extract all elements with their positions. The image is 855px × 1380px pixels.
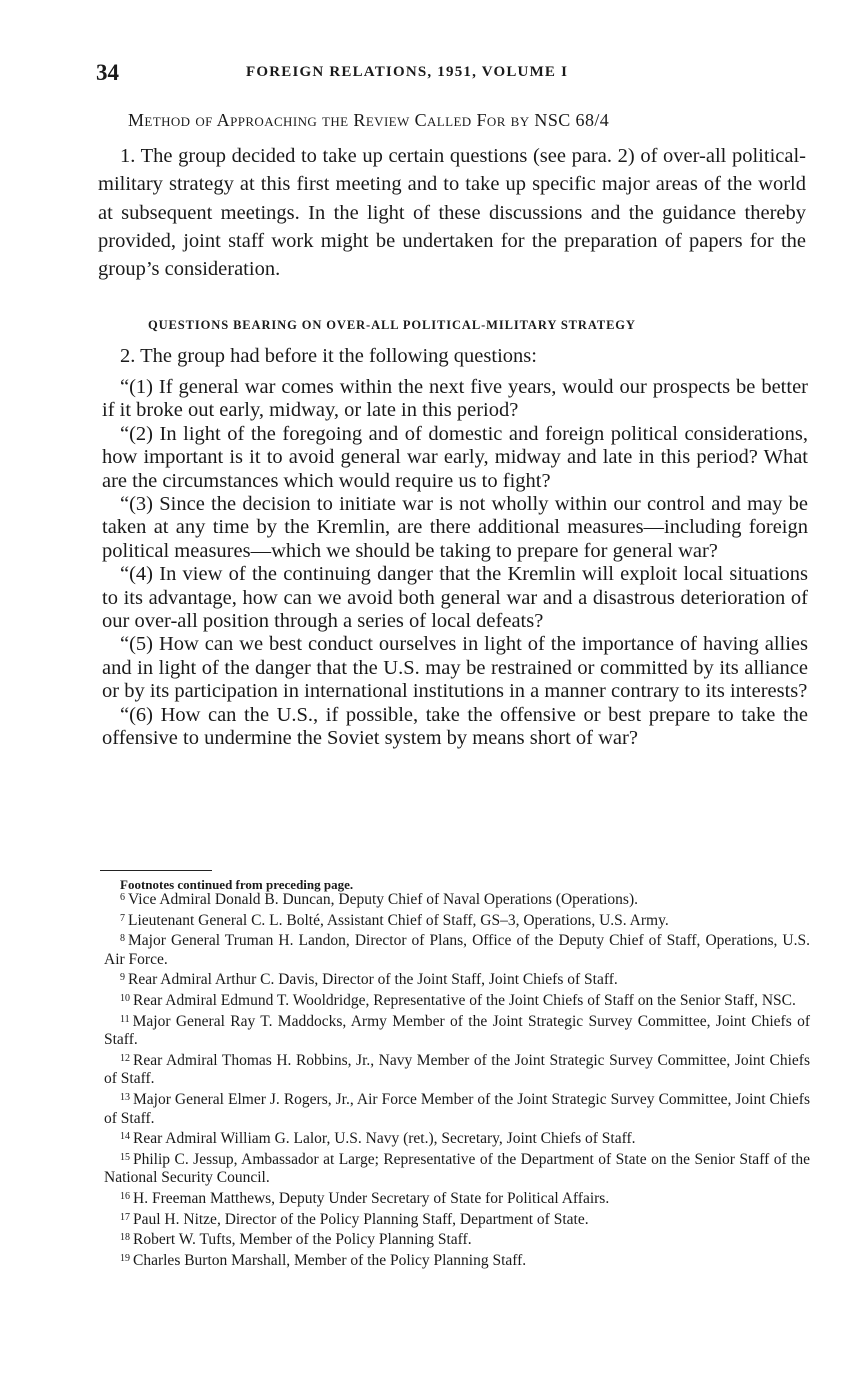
- question-4: “(4) In view of the continuing danger that the Kremlin will exploit local situations to its advantage, how can we avoid both general war and a disastrous deterioration of our over-all position through a series of local defeats?: [102, 563, 808, 633]
- footnote: [104, 1149, 810, 1188]
- question-5: “(5) How can we best conduct ourselves in light of the importance of having allies and in light of the danger that the U.S. may be restrained or committed by its alliance or by its participation in international institutions in a manner contrary to its interests?: [102, 633, 808, 703]
- body-text: [98, 142, 806, 283]
- footnote: [104, 1209, 810, 1230]
- footnote-text: Rear Admiral Edmund T. Wooldridge, Representative of the Joint Chiefs of Staff on the Senior Staff, NSC.: [133, 991, 796, 1009]
- footnote-text: Vice Admiral Donald B. Duncan, Deputy Chief of Naval Operations (Operations).: [128, 891, 639, 908]
- page-number: 34: [96, 60, 119, 85]
- footnote: [104, 1188, 810, 1209]
- footnote-mark: 6: [120, 892, 125, 903]
- footnote-mark: 18: [120, 1232, 130, 1244]
- footnote-mark: 17: [120, 1211, 130, 1223]
- question-1: “(1) If general war comes within the next five years, would our prospects be better if it broke out early, midway, or late in this period?: [102, 376, 808, 422]
- questions-list: [102, 376, 808, 751]
- footnote-text: H. Freeman Matthews, Deputy Under Secretary of State for Political Affairs.: [133, 1189, 610, 1207]
- footnote: [104, 1250, 810, 1271]
- footnote: [104, 969, 810, 990]
- footnote-mark: 9: [120, 972, 125, 984]
- footnote-mark: 7: [120, 912, 125, 924]
- running-head: FOREIGN RELATIONS, 1951, VOLUME I: [246, 64, 569, 80]
- paragraph-2: 2. The group had before it the following questions:: [120, 345, 537, 367]
- footnote-text: Rear Admiral William G. Lalor, U.S. Navy (ret.), Secretary, Joint Chiefs of Staff.: [133, 1130, 636, 1148]
- footnote-text: Philip C. Jessup, Ambassador at Large; Representative of the Department of State on the Senior Staff of the National Security Council.: [104, 1150, 810, 1187]
- footnote-mark: 12: [120, 1052, 130, 1064]
- footnote-text: Major General Truman H. Landon, Director of Plans, Office of the Deputy Chief of Staff, Operations, U.S. Air Force.: [104, 932, 810, 968]
- footnote: [104, 930, 810, 969]
- subheading: QUESTIONS BEARING ON OVER-ALL POLITICAL-MILITARY STRATEGY: [148, 318, 636, 332]
- paragraph-1: 1. The group decided to take up certain questions (see para. 2) of over-all political-military strategy at this first meeting and to take up specific major areas of the world at subsequent meetings. In the light of these discussions and the guidance thereby provided, joint staff work might be undertaken for the preparation of papers for the group’s consideration.: [98, 145, 806, 281]
- footnote-text: Robert W. Tufts, Member of the Policy Planning Staff.: [133, 1231, 472, 1249]
- footnote-text: Charles Burton Marshall, Member of the Policy Planning Staff.: [133, 1251, 527, 1269]
- footnote-text: Rear Admiral Thomas H. Robbins, Jr., Navy Member of the Joint Strategic Survey Committee, Joint Chiefs of Staff.: [104, 1051, 810, 1088]
- footnote-text: Paul H. Nitze, Director of the Policy Planning Staff, Department of State.: [133, 1210, 589, 1228]
- footnote-text: Major General Ray T. Maddocks, Army Member of the Joint Strategic Survey Committee, Joint Chiefs of Staff.: [104, 1012, 810, 1049]
- question-2: “(2) In light of the foregoing and of domestic and foreign political considerations, how important is it to avoid general war early, midway and late in this period? What are the circumstances which would require us to fight?: [102, 422, 808, 492]
- footnote-mark: 8: [120, 933, 125, 945]
- question-3: “(3) Since the decision to initiate war is not wholly within our control and may be taken at any time by the Kremlin, are there additional measures—including foreign political measures—which we should be taking to prepare for general war?: [102, 493, 808, 562]
- footnote-mark: 19: [120, 1252, 130, 1264]
- footnote-text: Major General Elmer J. Rogers, Jr., Air Force Member of the Joint Strategic Survey Committee, Joint Chiefs of Staff.: [104, 1090, 810, 1127]
- footnote: [104, 1089, 810, 1128]
- footnote-mark: 15: [120, 1151, 130, 1163]
- footnotes: [104, 889, 810, 1270]
- footnote-mark: 14: [120, 1131, 130, 1143]
- footnote-mark: 10: [120, 992, 130, 1004]
- footnote-text: Lieutenant General C. L. Bolté, Assistant Chief of Staff, GS–3, Operations, U.S. Army.: [128, 911, 669, 929]
- footnote-mark: 11: [120, 1013, 130, 1025]
- page-header: [96, 60, 808, 90]
- footnote-rule: [100, 870, 212, 871]
- footnote: [104, 889, 810, 910]
- section-title: Method of Approaching the Review Called For by NSC 68/4: [128, 110, 610, 130]
- footnote: [104, 1011, 810, 1050]
- footnote: [104, 910, 810, 931]
- footnote: [104, 990, 810, 1011]
- question-6: “(6) How can the U.S., if possible, take the offensive or best prepare to take the offensive to undermine the Soviet system by means short of war?: [102, 703, 808, 750]
- footnote-text: Rear Admiral Arthur C. Davis, Director of the Joint Staff, Joint Chiefs of Staff.: [128, 971, 618, 989]
- footnote-mark: 16: [120, 1190, 130, 1202]
- footnote-mark: 13: [120, 1091, 130, 1103]
- footnote: [104, 1229, 810, 1250]
- footnote: [104, 1050, 810, 1089]
- footnote: [104, 1128, 810, 1149]
- footnotes-intro: Footnotes continued from preceding page.: [120, 877, 354, 892]
